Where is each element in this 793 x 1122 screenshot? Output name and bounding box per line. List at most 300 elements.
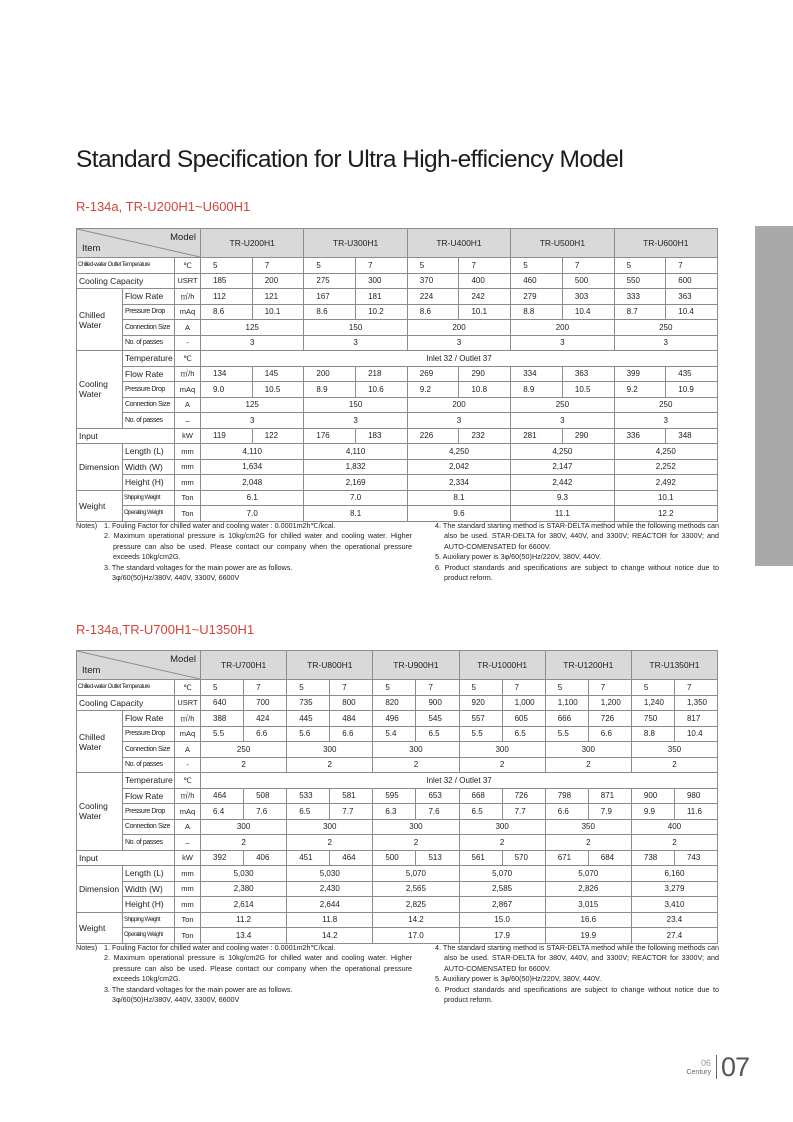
note-2: 2. Maximum operational pressure is 10kg/cm2G for chilled water and cooling water. Higher pressure can also be used. Please contact our company when the operational pressure exceeds 10kg/cm2G.	[104, 953, 412, 984]
tw_conn-value: 350	[545, 819, 631, 835]
length-value: 4,250	[614, 444, 717, 460]
input-value: 451	[287, 850, 330, 866]
capacity-value: 920	[459, 695, 502, 711]
pressure_drop-label: Pressure Drop	[123, 382, 175, 398]
operating-value: 13.4	[201, 928, 287, 944]
input-value: 119	[201, 428, 253, 444]
tw_passes-value: 2	[287, 835, 373, 851]
row-length	[77, 444, 718, 460]
input-value: 226	[407, 428, 459, 444]
capacity-unit: USRT	[175, 695, 201, 711]
tw_flow-value: 218	[356, 366, 408, 382]
outlet_temp-value: 7	[356, 258, 408, 274]
input-value: 513	[416, 850, 459, 866]
row-cw_flow	[77, 711, 718, 727]
row-tw_flow	[77, 788, 718, 804]
cw_pd-unit: mAq	[175, 726, 201, 742]
outlet_temp-value: 7	[502, 680, 545, 696]
cw_flow-value: 445	[287, 711, 330, 727]
model-name: TR-U1000H1	[459, 651, 545, 680]
tw_conn-value: 250	[511, 397, 614, 413]
cw_flow-value: 112	[201, 289, 253, 305]
operating-value: 8.1	[304, 506, 407, 522]
tw_pd-value: 9.9	[631, 804, 674, 820]
tw_pd-value: 8.9	[304, 382, 356, 398]
cw_flow-value: 666	[545, 711, 588, 727]
capacity-label: Cooling Capacity	[77, 273, 175, 289]
operating-value: 19.9	[545, 928, 631, 944]
outlet-temp-label: Chilled-water Outlet Temperature	[77, 680, 175, 696]
tw_flow-value: 653	[416, 788, 459, 804]
tw_flow-value: 464	[201, 788, 244, 804]
cw_flow-value: 557	[459, 711, 502, 727]
capacity-value: 460	[511, 273, 563, 289]
outlet_temp-value: 7	[562, 258, 614, 274]
height-unit: mm	[175, 475, 201, 491]
outlet_temp-value: 5	[407, 258, 459, 274]
capacity-value: 370	[407, 273, 459, 289]
height-value: 2,825	[373, 897, 459, 913]
page-title: Standard Specification for Ultra High-efficiency Model	[76, 146, 624, 173]
cw_flow-value: 333	[614, 289, 666, 305]
note-6: 6. Product standards and specifications are subject to change without notice due to product reform.	[435, 984, 719, 1005]
shipping-value: 7.0	[304, 490, 407, 506]
tw_flow-value: 900	[631, 788, 674, 804]
cw_pd-value: 10.4	[666, 304, 718, 320]
header-row	[77, 229, 718, 258]
outlet_temp-value: 5	[373, 680, 416, 696]
tw_passes-value: 2	[373, 835, 459, 851]
input-value: 122	[252, 428, 304, 444]
capacity-label: Cooling Capacity	[77, 695, 175, 711]
passes-label: No. of passes	[123, 413, 175, 429]
model-label: Model	[170, 654, 197, 665]
length-value: 5,070	[545, 866, 631, 882]
width-unit: mm	[175, 881, 201, 897]
tw_flow-unit: ㎥/h	[175, 788, 201, 804]
model-label: Model	[170, 232, 197, 243]
cw_conn-value: 250	[614, 320, 717, 336]
row-tw_conn	[77, 819, 718, 835]
tw_temp-unit: ℃	[175, 351, 201, 367]
capacity-value: 550	[614, 273, 666, 289]
cw_pd-value: 5.5	[201, 726, 244, 742]
capacity-value: 275	[304, 273, 356, 289]
input-unit: kW	[175, 428, 201, 444]
operating-value: 27.4	[631, 928, 717, 944]
tw_passes-unit: –	[175, 413, 201, 429]
connection_size-label: Connection Size	[123, 742, 175, 758]
length-unit: mm	[175, 866, 201, 882]
cw_pd-value: 10.4	[674, 726, 717, 742]
cw_pd-value: 6.5	[416, 726, 459, 742]
tw_conn-unit: A	[175, 397, 201, 413]
row-width	[77, 459, 718, 475]
connection_size-label: Connection Size	[123, 819, 175, 835]
cw_passes-value: 2	[459, 757, 545, 773]
length-label: Length (L)	[123, 444, 175, 460]
note-1: 1. Fouling Factor for chilled water and cooling water : 0.0001m2h℃/kcal.	[104, 521, 336, 530]
outlet_temp-value: 7	[459, 258, 511, 274]
tw_passes-value: 2	[631, 835, 717, 851]
row-height	[77, 475, 718, 491]
row-cw_pd	[77, 726, 718, 742]
dimension-label: Dimension	[77, 444, 123, 491]
tw_flow-value: 334	[511, 366, 563, 382]
cw_pd-value: 6.5	[502, 726, 545, 742]
outlet_temp-value: 5	[287, 680, 330, 696]
tw_pd-value: 9.2	[407, 382, 459, 398]
capacity-value: 700	[244, 695, 287, 711]
note-5: 5. Auxiliary power is 3φ/60(50)Hz/220V, 380V, 440V.	[435, 552, 602, 562]
outlet_temp-value: 5	[201, 258, 253, 274]
shipping-label: Shipping Weight	[123, 490, 175, 506]
row-cw_pd	[77, 304, 718, 320]
outlet_temp-unit: ℃	[175, 258, 201, 274]
side-tab	[755, 226, 793, 566]
tw_flow-value: 668	[459, 788, 502, 804]
tw_conn-value: 300	[287, 819, 373, 835]
row-operating	[77, 928, 718, 944]
notes-heading: Notes)	[76, 521, 98, 530]
length-value: 6,160	[631, 866, 717, 882]
spec-table-1	[76, 228, 718, 522]
operating-unit: Ton	[175, 928, 201, 944]
input-value: 176	[304, 428, 356, 444]
tw_conn-value: 300	[373, 819, 459, 835]
outlet_temp-value: 5	[511, 258, 563, 274]
row-cw_passes	[77, 335, 718, 351]
cw_flow-value: 496	[373, 711, 416, 727]
row-capacity	[77, 695, 718, 711]
cw_passes-value: 2	[287, 757, 373, 773]
cw_conn-value: 300	[459, 742, 545, 758]
input-value: 500	[373, 850, 416, 866]
input-value: 392	[201, 850, 244, 866]
shipping-value: 10.1	[614, 490, 717, 506]
outlet_temp-value: 7	[588, 680, 631, 696]
tw_pd-value: 10.6	[356, 382, 408, 398]
tw_flow-value: 435	[666, 366, 718, 382]
page-small-number: 06	[700, 1058, 711, 1068]
width-value: 2,042	[407, 459, 510, 475]
tw_passes-value: 3	[614, 413, 717, 429]
note-1: 1. Fouling Factor for chilled water and cooling water : 0.0001m2h℃/kcal.	[104, 943, 336, 952]
height-value: 2,644	[287, 897, 373, 913]
cw_pd-value: 8.8	[631, 726, 674, 742]
cw_passes-value: 2	[545, 757, 631, 773]
width-value: 2,252	[614, 459, 717, 475]
cw_flow-value: 121	[252, 289, 304, 305]
row-input	[77, 428, 718, 444]
tw_conn-value: 150	[304, 397, 407, 413]
width-value: 2,565	[373, 881, 459, 897]
note-3: 3. The standard voltages for the main power are as follows.	[104, 984, 293, 994]
table1-subtitle: R-134a, TR-U200H1~U600H1	[76, 199, 251, 214]
shipping-value: 14.2	[373, 912, 459, 928]
input-label: Input	[77, 850, 175, 866]
tw_pd-unit: mAq	[175, 382, 201, 398]
width-unit: mm	[175, 459, 201, 475]
model-name: TR-U1200H1	[545, 651, 631, 680]
width-value: 2,147	[511, 459, 614, 475]
cw_conn-value: 150	[304, 320, 407, 336]
cw_flow-value: 817	[674, 711, 717, 727]
cw_pd-value: 8.6	[407, 304, 459, 320]
operating-label: Operating Weight	[123, 506, 175, 522]
note-3-voltages: 3φ/60(50)Hz/380V, 440V, 3300V, 6600V	[112, 573, 240, 583]
tw_flow-value: 581	[330, 788, 373, 804]
length-value: 4,250	[407, 444, 510, 460]
tw_conn-value: 200	[407, 397, 510, 413]
width-label: Width (W)	[123, 459, 175, 475]
cw_flow-value: 242	[459, 289, 511, 305]
note-5: 5. Auxiliary power is 3φ/60(50)Hz/220V, 380V, 440V.	[435, 974, 602, 984]
cw_pd-value: 10.1	[459, 304, 511, 320]
length-value: 5,070	[459, 866, 545, 882]
input-value: 348	[666, 428, 718, 444]
operating-unit: Ton	[175, 506, 201, 522]
input-value: 406	[244, 850, 287, 866]
tw_flow-value: 399	[614, 366, 666, 382]
tw_pd-value: 7.9	[588, 804, 631, 820]
cw_conn-value: 300	[287, 742, 373, 758]
cw_passes-value: 3	[201, 335, 304, 351]
cw_conn-value: 125	[201, 320, 304, 336]
outlet-temp-label: Chilled-water Outlet Temperature	[77, 258, 175, 274]
tw_conn-value: 125	[201, 397, 304, 413]
input-value: 671	[545, 850, 588, 866]
pressure_drop-label: Pressure Drop	[123, 726, 175, 742]
outlet_temp-value: 7	[252, 258, 304, 274]
model-name: TR-U1350H1	[631, 651, 717, 680]
cw_passes-value: 2	[201, 757, 287, 773]
row-cw_passes	[77, 757, 718, 773]
cw_passes-value: 3	[407, 335, 510, 351]
capacity-value: 400	[459, 273, 511, 289]
cw_pd-value: 6.6	[588, 726, 631, 742]
cw_pd-value: 8.6	[201, 304, 253, 320]
tw_flow-value: 269	[407, 366, 459, 382]
cw_conn-value: 200	[511, 320, 614, 336]
cw_passes-unit: -	[175, 335, 201, 351]
shipping-label: Shipping Weight	[123, 912, 175, 928]
row-outlet-temp	[77, 680, 718, 696]
tw_passes-value: 2	[545, 835, 631, 851]
input-value: 281	[511, 428, 563, 444]
item-model-header	[77, 651, 201, 680]
length-value: 4,110	[201, 444, 304, 460]
tw_flow-value: 290	[459, 366, 511, 382]
cw_conn-unit: A	[175, 742, 201, 758]
row-length	[77, 866, 718, 882]
cw_pd-value: 10.1	[252, 304, 304, 320]
capacity-value: 1,350	[674, 695, 717, 711]
input-value: 743	[674, 850, 717, 866]
connection_size-label: Connection Size	[123, 397, 175, 413]
spec-table-2	[76, 650, 718, 944]
cw_pd-value: 6.6	[244, 726, 287, 742]
tw_pd-value: 11.6	[674, 804, 717, 820]
row-shipping	[77, 912, 718, 928]
row-shipping	[77, 490, 718, 506]
note-3-voltages: 3φ/60(50)Hz/380V, 440V, 3300V, 6600V	[112, 995, 240, 1005]
cw_conn-value: 350	[631, 742, 717, 758]
cw_flow-value: 167	[304, 289, 356, 305]
tw_flow-value: 145	[252, 366, 304, 382]
cw_flow-value: 750	[631, 711, 674, 727]
shipping-value: 23.4	[631, 912, 717, 928]
cw_pd-value: 8.8	[511, 304, 563, 320]
cw_pd-unit: mAq	[175, 304, 201, 320]
width-value: 2,380	[201, 881, 287, 897]
width-value: 3,279	[631, 881, 717, 897]
row-cw_conn	[77, 320, 718, 336]
row-width	[77, 881, 718, 897]
passes-label: No. of passes	[123, 757, 175, 773]
capacity-value: 300	[356, 273, 408, 289]
row-tw_pd	[77, 804, 718, 820]
height-value: 2,442	[511, 475, 614, 491]
tw_pd-value: 9.2	[614, 382, 666, 398]
tw_pd-value: 7.6	[416, 804, 459, 820]
tw_pd-value: 7.6	[244, 804, 287, 820]
passes-label: No. of passes	[123, 335, 175, 351]
page-big-number: 07	[720, 1052, 749, 1082]
tw_flow-value: 726	[502, 788, 545, 804]
height-value: 2,048	[201, 475, 304, 491]
tw_pd-value: 10.5	[562, 382, 614, 398]
cw_pd-value: 10.2	[356, 304, 408, 320]
tw_pd-value: 7.7	[330, 804, 373, 820]
cw_pd-value: 5.5	[545, 726, 588, 742]
cw_flow-value: 279	[511, 289, 563, 305]
temperature-label: Temperature	[123, 773, 175, 789]
row-cw_flow	[77, 289, 718, 305]
row-outlet-temp	[77, 258, 718, 274]
cw_passes-value: 3	[614, 335, 717, 351]
shipping-value: 9.3	[511, 490, 614, 506]
outlet_temp-value: 5	[631, 680, 674, 696]
cw_flow-value: 605	[502, 711, 545, 727]
tw_conn-unit: A	[175, 819, 201, 835]
tw_passes-unit: –	[175, 835, 201, 851]
width-value: 1,832	[304, 459, 407, 475]
height-unit: mm	[175, 897, 201, 913]
cw_flow-unit: ㎥/h	[175, 711, 201, 727]
row-tw_passes	[77, 413, 718, 429]
tw_passes-value: 2	[201, 835, 287, 851]
tw_conn-value: 250	[614, 397, 717, 413]
capacity-value: 200	[252, 273, 304, 289]
row-height	[77, 897, 718, 913]
item-model-header	[77, 229, 201, 258]
outlet_temp-unit: ℃	[175, 680, 201, 696]
width-value: 2,826	[545, 881, 631, 897]
operating-value: 14.2	[287, 928, 373, 944]
input-value: 183	[356, 428, 408, 444]
brand-name: Century	[686, 1069, 711, 1076]
header-row	[77, 651, 718, 680]
outlet_temp-value: 5	[614, 258, 666, 274]
tw_passes-value: 3	[407, 413, 510, 429]
cw_pd-value: 8.6	[304, 304, 356, 320]
capacity-value: 1,100	[545, 695, 588, 711]
cw_flow-value: 303	[562, 289, 614, 305]
cw_passes-value: 2	[631, 757, 717, 773]
model-name: TR-U700H1	[201, 651, 287, 680]
model-name: TR-U500H1	[511, 229, 614, 258]
outlet_temp-value: 7	[416, 680, 459, 696]
chilled-water-label: Chilled Water	[77, 289, 123, 351]
item-label: Item	[82, 665, 101, 676]
tw_flow-value: 508	[244, 788, 287, 804]
tw_flow-value: 980	[674, 788, 717, 804]
height-value: 3,015	[545, 897, 631, 913]
cw_pd-value: 5.5	[459, 726, 502, 742]
capacity-value: 735	[287, 695, 330, 711]
tw_flow-value: 533	[287, 788, 330, 804]
model-name: TR-U200H1	[201, 229, 304, 258]
model-name: TR-U300H1	[304, 229, 407, 258]
capacity-value: 1,240	[631, 695, 674, 711]
tw_flow-value: 200	[304, 366, 356, 382]
length-value: 4,250	[511, 444, 614, 460]
passes-label: No. of passes	[123, 835, 175, 851]
cw_flow-unit: ㎥/h	[175, 289, 201, 305]
height-value: 2,492	[614, 475, 717, 491]
table2-subtitle: R-134a,TR-U700H1~U1350H1	[76, 622, 255, 637]
tw_flow-value: 798	[545, 788, 588, 804]
input-value: 561	[459, 850, 502, 866]
note-4: 4. The standard starting method is STAR-DELTA method while the following methods can also be used. STAR-DELTA for 380V, 440V, and 3300V; REACTOR for 3300V; and AUTO-COMENSATED for 6600V.	[435, 943, 719, 973]
notes-heading: Notes)	[76, 943, 98, 952]
length-value: 5,030	[201, 866, 287, 882]
row-cw_conn	[77, 742, 718, 758]
row-tw_temp	[77, 351, 718, 367]
cw_passes-value: 3	[304, 335, 407, 351]
cw_flow-value: 224	[407, 289, 459, 305]
height-value: 2,169	[304, 475, 407, 491]
tw_pd-value: 10.8	[459, 382, 511, 398]
input-value: 336	[614, 428, 666, 444]
tw_pd-value: 10.9	[666, 382, 718, 398]
width-value: 1,634	[201, 459, 304, 475]
outlet_temp-value: 7	[330, 680, 373, 696]
flow_rate-label: Flow Rate	[123, 711, 175, 727]
note-2: 2. Maximum operational pressure is 10kg/cm2G for chilled water and cooling water. Higher pressure can also be used. Please contact our company when the operational pressure exceeds 10kg/cm2G.	[104, 531, 412, 562]
row-input	[77, 850, 718, 866]
tw_pd-value: 6.3	[373, 804, 416, 820]
height-label: Height (H)	[123, 475, 175, 491]
temperature-label: Temperature	[123, 351, 175, 367]
shipping-unit: Ton	[175, 912, 201, 928]
cw_conn-value: 250	[201, 742, 287, 758]
tw_conn-value: 300	[201, 819, 287, 835]
capacity-value: 1,200	[588, 695, 631, 711]
capacity-value: 800	[330, 695, 373, 711]
row-tw_pd	[77, 382, 718, 398]
cw_flow-value: 484	[330, 711, 373, 727]
model-name: TR-U400H1	[407, 229, 510, 258]
tw_pd-value: 10.5	[252, 382, 304, 398]
pressure_drop-label: Pressure Drop	[123, 804, 175, 820]
dimension-label: Dimension	[77, 866, 123, 913]
tw_passes-value: 3	[304, 413, 407, 429]
cw_pd-value: 6.6	[330, 726, 373, 742]
row-tw_conn	[77, 397, 718, 413]
capacity-value: 185	[201, 273, 253, 289]
